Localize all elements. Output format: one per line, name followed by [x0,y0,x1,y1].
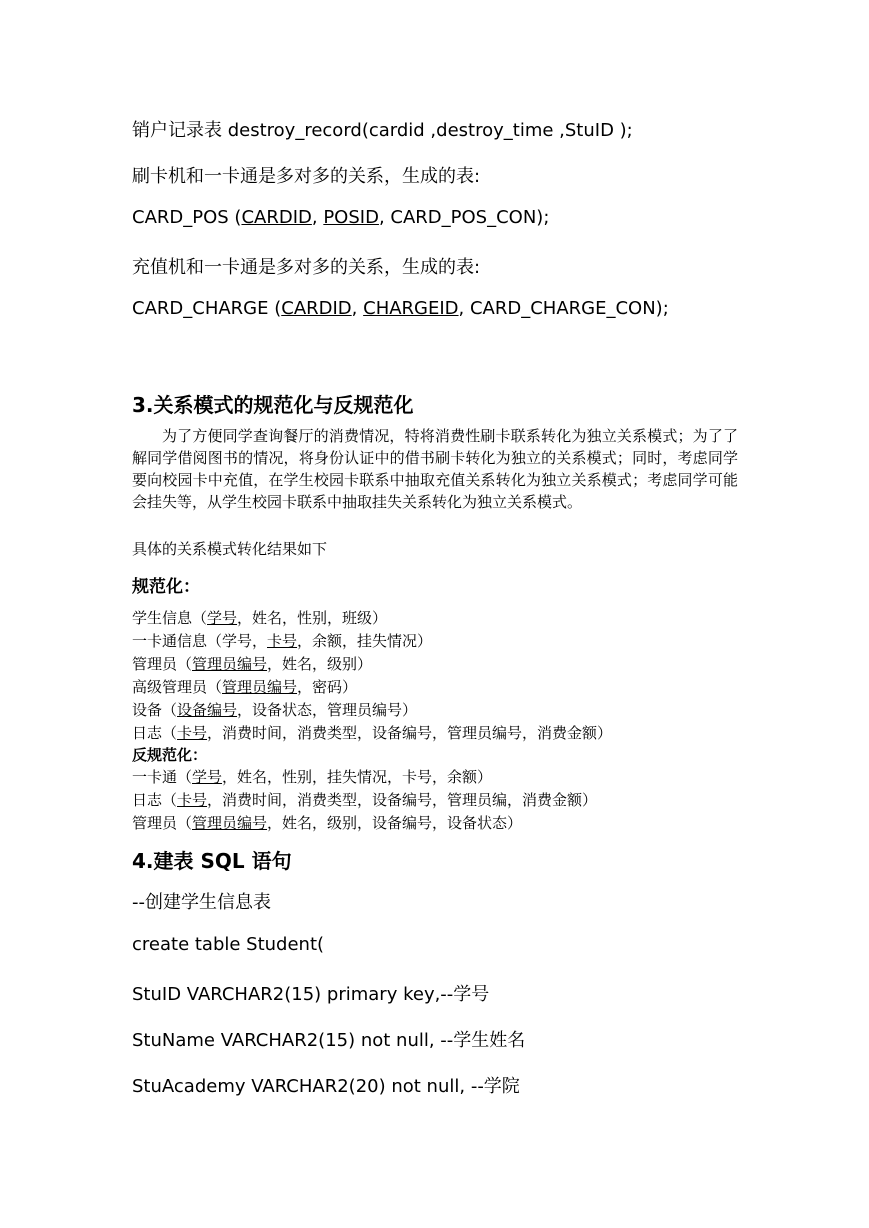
normalization-heading: 规范化： [132,577,200,597]
card-pos-schema: CARD_POS (CARDID, POSID, CARD_POS_CON); [132,207,550,228]
primary-key: 设备编号 [177,701,238,719]
sql-code-line: --创建学生信息表 [132,892,271,913]
primary-key: 管理员编号 [192,814,268,832]
card-charge-intro: 充值机和一卡通是多对多的关系，生成的表: [132,257,481,278]
primary-key: CARDID [241,207,312,228]
primary-key: 卡号 [267,632,298,650]
sql-code-line: StuAcademy VARCHAR2(20) not null, --学院 [132,1076,520,1097]
section-4-heading: 4.建表 SQL 语句 [132,849,292,873]
normalized-relation: 管理员（管理员编号，姓名，级别） [132,655,373,673]
primary-key: 卡号 [177,724,208,742]
normalized-relation: 高级管理员（管理员编号，密码） [132,678,358,696]
normalized-relation: 学生信息（学号，姓名，性别，班级） [132,609,388,627]
destroy-record-line: 销户记录表 destroy_record(cardid ,destroy_time ,StuID ); [132,120,633,141]
primary-key: 学号 [192,768,223,786]
sql-code-line: StuName VARCHAR2(15) not null, --学生姓名 [132,1030,526,1051]
card-charge-schema: CARD_CHARGE (CARDID, CHARGEID, CARD_CHARGE_CON); [132,298,669,319]
primary-key: 卡号 [177,791,208,809]
primary-key: 学号 [207,609,238,627]
primary-key: POSID [323,207,379,228]
normalized-relation: 设备（设备编号，设备状态，管理员编号） [132,701,418,719]
normalized-relation: 一卡通信息（学号，卡号，余额，挂失情况） [132,632,433,650]
denormalized-relation: 一卡通（学号，姓名，性别，挂失情况，卡号，余额） [132,768,493,786]
denormalized-relation: 管理员（管理员编号，姓名，级别，设备编号，设备状态） [132,814,523,832]
section-3-heading: 3.关系模式的规范化与反规范化 [132,393,414,417]
sql-code-line: create table Student( [132,934,325,955]
denormalization-heading: 反规范化： [132,746,208,764]
normalized-relation: 日志（卡号，消费时间，消费类型，设备编号，管理员编号，消费金额） [132,724,613,742]
card-pos-intro: 刷卡机和一卡通是多对多的关系，生成的表: [132,166,481,187]
primary-key: 管理员编号 [222,678,298,696]
section-3-paragraph: 为了方便同学查询餐厅的消费情况，特将消费性刷卡联系转化为独立关系模式；为了了解同学借阅图书的情况，将身份认证中的借书刷卡转化为独立的关系模式；同时，考虑同学要向校园卡中充值，在学生校园卡联系中抽取充值关系转化为独立关系模式；考虑同学可能会挂失等，从学生校园卡联系中抽取挂失关系转化为独立关系模式。 [132,427,738,511]
sql-code-line: StuID VARCHAR2(15) primary key,--学号 [132,984,490,1005]
primary-key: CARDID [281,298,352,319]
denormalized-relation: 日志（卡号，消费时间，消费类型，设备编号，管理员编，消费金额） [132,791,598,809]
primary-key: 管理员编号 [192,655,268,673]
result-intro: 具体的关系模式转化结果如下 [132,540,328,558]
primary-key: CHARGEID [363,298,459,319]
